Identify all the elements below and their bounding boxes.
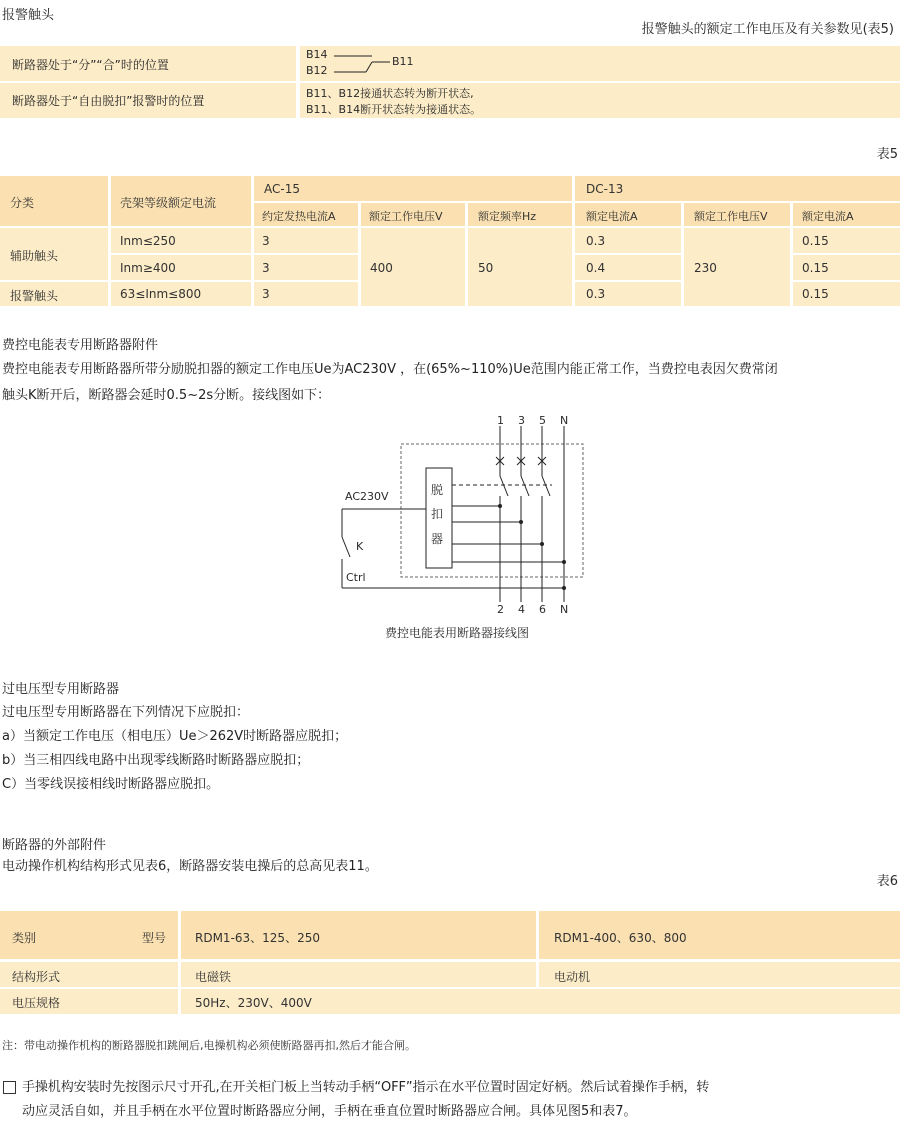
ctrl-label: Ctrl xyxy=(346,571,366,584)
t5-r-alarm: 报警触头 xyxy=(10,289,59,303)
t5-h-ac-current: 约定发热电流A xyxy=(262,210,336,223)
terminal-n-bottom: N xyxy=(560,603,569,616)
overvoltage-item-c: C）当零线误接相线时断路器应脱扣。 xyxy=(2,777,220,792)
t5-aci2: 3 xyxy=(262,261,270,275)
ac230v-label: AC230V xyxy=(345,490,389,503)
trip-unit-char2: 扣 xyxy=(431,507,444,521)
terminal-4: 4 xyxy=(518,603,525,616)
terminal-b11: B11 xyxy=(392,55,414,68)
meter-line1: 费控电能表专用断路器所带分励脱扣器的额定工作电压Ue为AC230V ，在(65%~110%)Ue范围内能正常工作，当费控电表因欠费常闭 xyxy=(2,362,778,377)
t6-r2-label: 电压规格 xyxy=(12,996,61,1010)
t5-h-dc-current2: 额定电流A xyxy=(802,210,854,223)
terminal-b12: B12 xyxy=(306,64,328,77)
trip-unit-char3: 器 xyxy=(431,532,444,546)
external-title: 断路器的外部附件 xyxy=(2,838,107,853)
alarm-row1-label: 断路器处于“分”“合”时的位置 xyxy=(12,58,169,72)
t5-dcc2: 0.15 xyxy=(802,261,829,275)
wiring-diagram-caption: 费控电能表用断路器接线图 xyxy=(385,626,530,640)
terminal-1: 1 xyxy=(497,414,504,427)
manual-line2: 动应灵活自如，并且手柄在水平位置时断路器应分闸，手柄在垂直位置时断路器应合闸。具体见图5和表7。 xyxy=(22,1104,637,1119)
t6-r1-c2-cell xyxy=(539,962,900,987)
t5-h-category: 分类 xyxy=(10,196,35,210)
t5-h-dc: DC-13 xyxy=(586,182,624,196)
meter-title: 费控电能表专用断路器附件 xyxy=(2,338,159,353)
checkbox-icon xyxy=(3,1081,16,1094)
t5-dcc3: 0.15 xyxy=(802,287,829,301)
alarm-state-line2: B11、B14断开状态转为接通状态。 xyxy=(306,103,482,116)
t5-dci1: 0.3 xyxy=(586,234,606,248)
meter-line2: 触头K断开后，断路器会延时0.5~2s分断。接线图如下： xyxy=(2,388,331,403)
t5-h-frame: 壳架等级额定电流 xyxy=(120,196,217,210)
alarm-contact-table xyxy=(0,46,900,118)
table6-caption: 表6 xyxy=(876,874,898,889)
terminal-b14: B14 xyxy=(306,48,328,61)
alarm-table-reference: 报警触头的额定工作电压及有关参数见(表5) xyxy=(641,22,894,37)
t6-r1-c1: 电磁铁 xyxy=(195,970,232,984)
external-line: 电动操作机构结构形式见表6，断路器安装电操后的总高见表11。 xyxy=(2,859,378,874)
overvoltage-intro: 过电压型专用断路器在下列情况下应脱扣： xyxy=(2,705,250,720)
t6-r1-c2: 电动机 xyxy=(554,970,591,984)
overvoltage-item-a: a）当额定工作电压（相电压）Ue＞262V时断路器应脱扣； xyxy=(2,729,348,744)
t5-dcv: 230 xyxy=(694,261,717,275)
t5-aci3: 3 xyxy=(262,287,270,301)
t5-freq: 50 xyxy=(478,261,494,275)
t6-h-model: 型号 xyxy=(142,931,167,945)
terminal-3: 3 xyxy=(518,414,525,427)
table5-caption: 表5 xyxy=(876,147,898,162)
t6-h-col1: RDM1-63、125、250 xyxy=(195,931,320,945)
alarm-state-line1: B11、B12接通状态转为断开状态, xyxy=(306,87,474,100)
t5-dcc1: 0.15 xyxy=(802,234,829,248)
t5-h-dc-voltage: 额定工作电压V xyxy=(694,210,768,223)
alarm-row2-label: 断路器处于“自由脱扣”报警时的位置 xyxy=(12,94,205,108)
overvoltage-title: 过电压型专用断路器 xyxy=(2,682,120,697)
overvoltage-item-b: b）当三相四线电路中出现零线断路时断路器应脱扣； xyxy=(2,753,310,768)
wiring-diagram xyxy=(320,412,610,627)
t5-header-dc xyxy=(575,176,900,201)
switch-k-label: K xyxy=(356,540,364,553)
t5-h-ac: AC-15 xyxy=(264,182,300,196)
t6-r2-c1: 50Hz、230V、400V xyxy=(195,996,312,1010)
t5-h-freq: 额定频率Hz xyxy=(478,210,537,223)
alarm-section-title: 报警触头 xyxy=(2,8,55,23)
t6-h-col2: RDM1-400、630、800 xyxy=(554,931,687,945)
terminal-5: 5 xyxy=(539,414,546,427)
t5-h-ac-voltage: 额定工作电压V xyxy=(369,210,443,223)
t5-dci2: 0.4 xyxy=(586,261,606,275)
t5-inm2: Inm≥400 xyxy=(120,261,176,275)
note: 注：带电动操作机构的断路器脱扣跳闸后,电操机构必须使断路器再扣,然后才能合闸。 xyxy=(2,1039,416,1052)
manual-line1: 手操机构安装时先按图示尺寸开孔,在开关柜门板上当转动手柄“OFF”指示在水平位置时固定好柄。然后试着操作手柄，转 xyxy=(22,1080,710,1095)
table5 xyxy=(0,176,900,306)
table6 xyxy=(0,911,900,1014)
alarm-row-divider xyxy=(0,81,900,83)
t6-h-type: 类别 xyxy=(12,931,37,945)
t5-header-ac xyxy=(254,176,572,201)
t5-aci1: 3 xyxy=(262,234,270,248)
t5-h-dc-current: 额定电流A xyxy=(586,210,638,223)
t5-inm1: Inm≤250 xyxy=(120,234,176,248)
terminal-2: 2 xyxy=(497,603,504,616)
t6-r1-c1-cell xyxy=(181,962,536,987)
t5-dci3: 0.3 xyxy=(586,287,606,301)
t5-acv: 400 xyxy=(370,261,393,275)
terminal-n-top: N xyxy=(560,414,569,427)
switch-k xyxy=(342,537,350,557)
terminal-6: 6 xyxy=(539,603,546,616)
t5-r-aux: 辅助触头 xyxy=(10,249,59,263)
t5-inm3: 63≤Inm≤800 xyxy=(120,287,202,301)
t6-r1-label: 结构形式 xyxy=(12,970,61,984)
trip-unit-char1: 脱 xyxy=(431,483,444,497)
